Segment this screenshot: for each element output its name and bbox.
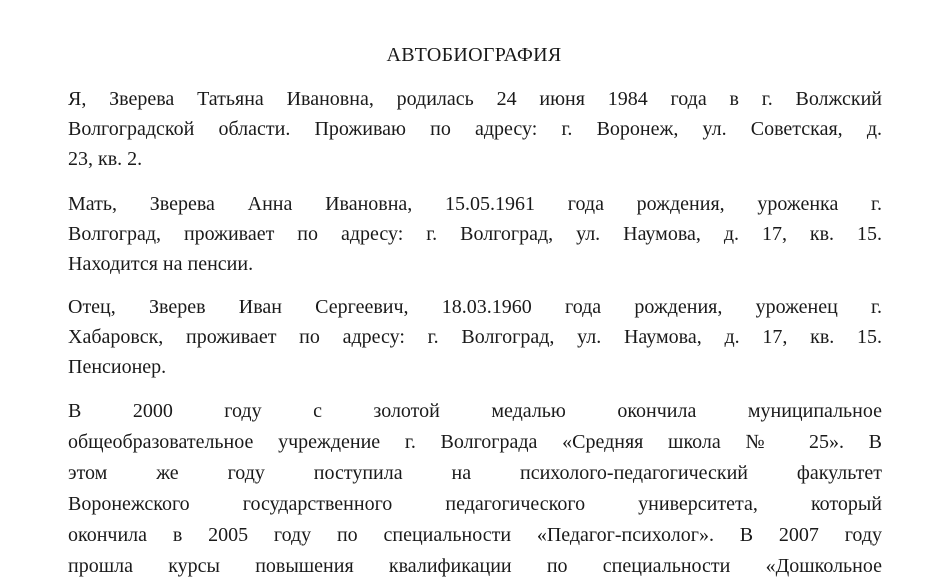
text-line: Находится на пенсии. xyxy=(68,253,254,275)
text-line: окончила в 2005 году по специальности «Педагог-психолог». В 2007 году xyxy=(68,524,882,546)
text-line: этом же году поступила на психолого-педагогический факультет xyxy=(68,462,882,484)
paragraph-education xyxy=(68,396,882,578)
text-line: 23, кв. 2. xyxy=(68,148,143,170)
text-line: В 2000 году с золотой медалью окончила муниципальное xyxy=(68,400,882,422)
paragraph-personal-info xyxy=(68,84,882,174)
text-line: Пенсионер. xyxy=(68,356,167,378)
paragraph-mother xyxy=(68,189,882,279)
text-line: Хабаровск, проживает по адресу: г. Волгоград, ул. Наумова, д. 17, кв. 15. xyxy=(68,326,882,348)
text-line: Отец, Зверев Иван Сергеевич, 18.03.1960 года рождения, уроженец г. xyxy=(68,296,882,318)
paragraph-father xyxy=(68,292,882,382)
text-line: Мать, Зверева Анна Ивановна, 15.05.1961 года рождения, уроженка г. xyxy=(68,193,882,215)
text-line: прошла курсы повышения квалификации по специальности «Дошкольное xyxy=(68,555,882,577)
document-title: АВТОБИОГРАФИЯ xyxy=(386,44,562,66)
text-line: Волгоград, проживает по адресу: г. Волгоград, ул. Наумова, д. 17, кв. 15. xyxy=(68,223,882,245)
text-line: Волгоградской области. Проживаю по адресу: г. Воронеж, ул. Советская, д. xyxy=(68,118,882,140)
text-line: общеобразовательное учреждение г. Волгограда «Средняя школа № 25». В xyxy=(68,431,882,453)
text-line: Я, Зверева Татьяна Ивановна, родилась 24 июня 1984 года в г. Волжский xyxy=(68,88,882,110)
text-line: Воронежского государственного педагогического университета, который xyxy=(68,493,882,515)
